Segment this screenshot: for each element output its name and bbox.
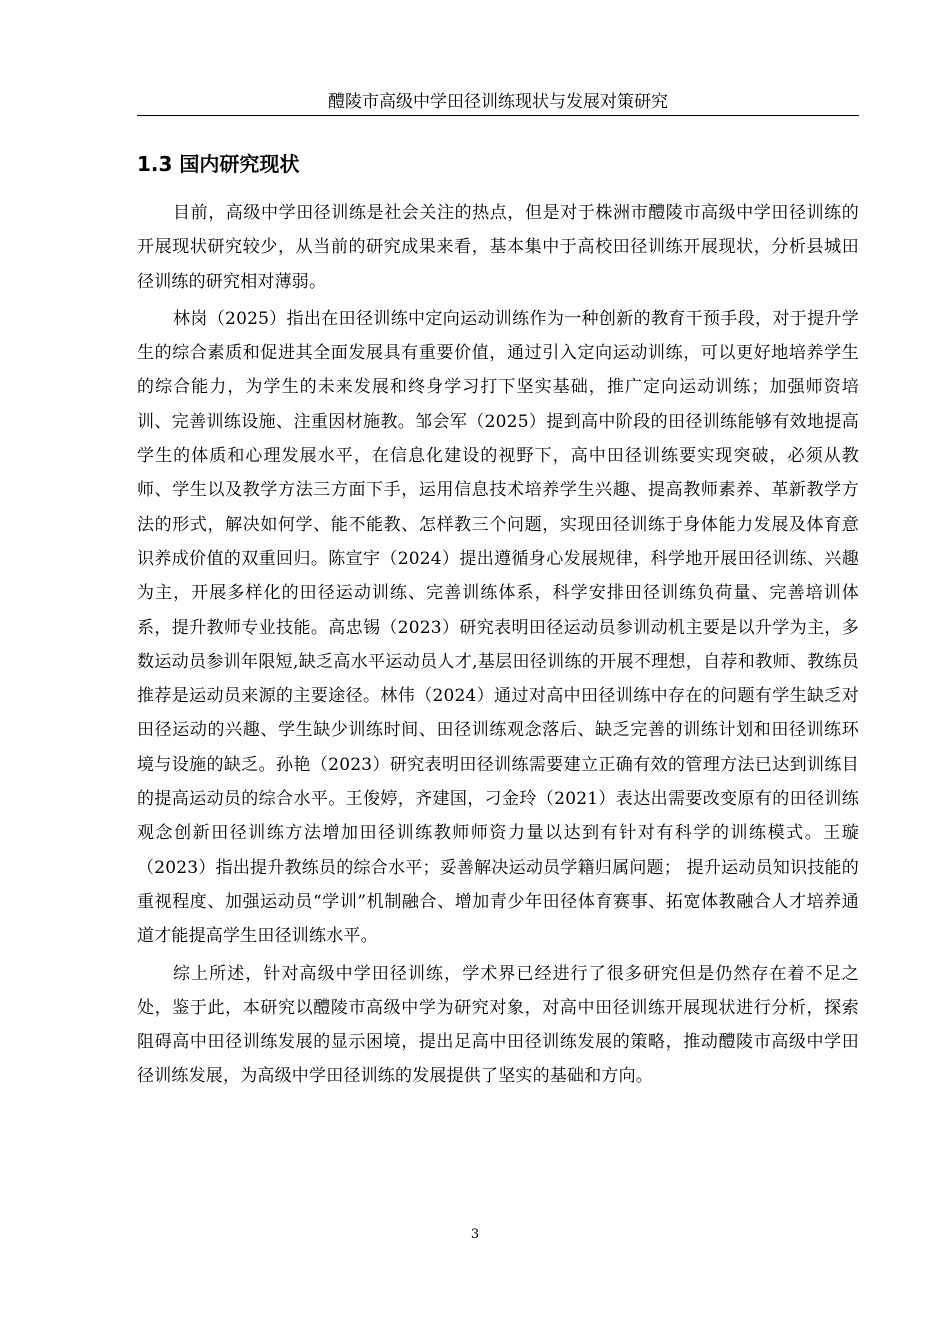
paragraph-intro: 目前，高级中学田径训练是社会关注的热点，但是对于株洲市醴陵市高级中学田径训练的开展现状研究较少，从当前的研究成果来看，基本集中于高校田径训练开展现状，分析县城田径训练的研究相对薄弱。 <box>137 203 859 292</box>
section-heading: 1.3 国内研究现状 <box>137 152 300 176</box>
page-header: 醴陵市高级中学田径训练现状与发展对策研究 <box>137 88 859 116</box>
paragraph-summary: 综上所述，针对高级中学田径训练，学术界已经进行了很多研究但是仍然存在着不足之处，鉴于此，本研究以醴陵市高级中学为研究对象，对高中田径训练开展现状进行分析，探索阻碍高中田径训练发展的显示困境，提出足高中田径训练发展的策略，推动醴陵市高级中学田径训练发展，为高级中学田径训练的发展提供了坚实的基础和方向。 <box>137 963 859 1087</box>
body-text <box>137 196 859 1097</box>
page-number: 3 <box>470 1227 480 1242</box>
paragraph-literature-review: 林岗（2025）指出在田径训练中定向运动训练作为一种创新的教育干预手段，对于提升学生的综合素质和促进其全面发展具有重要价值，通过引入定向运动训练，可以更好地培养学生的综合能力，为学生的未来发展和终身学习打下坚实基础，推广定向运动训练；加强师资培训、完善训练设施、注重因材施教。邹会军（2025）提到高中阶段的田径训练能够有效地提高学生的体质和心理发展水平，在信息化建设的视野下，高中田径训练要实现突破，必须从教师、学生以及教学方法三方面下手，运用信息技术培养学生兴趣、提高教师素养、革新教学方法的形式，解决如何学、能不能教、怎样教三个问题，实现田径训练于身体能力发展及体育意识养成价值的双重回归。陈宣宇（2024）提出遵循身心发展规律，科学地开展田径训练、兴趣为主，开展多样化的田径运动训练、完善训练体系，科学安排田径训练负荷量、完善培训体系，提升教师专业技能。高忠锡（2023）研究表明田径运动员参训动机主要是以升学为主，多数运动员参训年限短,缺乏高水平运动员人才,基层田径训练的开展不理想，自荐和教师、教练员推荐是运动员来源的主要途径。林伟（2024）通过对高中田径训练中存在的问题有学生缺乏对田径运动的兴趣、学生缺少训练时间、田径训练观念落后、缺乏完善的训练计划和田径训练环境与设施的缺乏。孙艳（2023）研究表明田径训练需要建立正确有效的管理方法已达到训练目的提高运动员的综合水平。王俊婷，齐建国，刁金玲（2021）表达出需要改变原有的田径训练观念创新田径训练方法增加田径训练教师师资力量以达到有针对有科学的训练模式。王璇（2023）指出提升教练员的综合水平；妥善解决运动员学籍归属问题； 提升运动员知识技能的重视程度、加强运动员“学训”机制融合、增加青少年田径体育赛事、拓宽体教融合人才培养通道才能提高学生田径训练水平。 <box>137 308 859 947</box>
